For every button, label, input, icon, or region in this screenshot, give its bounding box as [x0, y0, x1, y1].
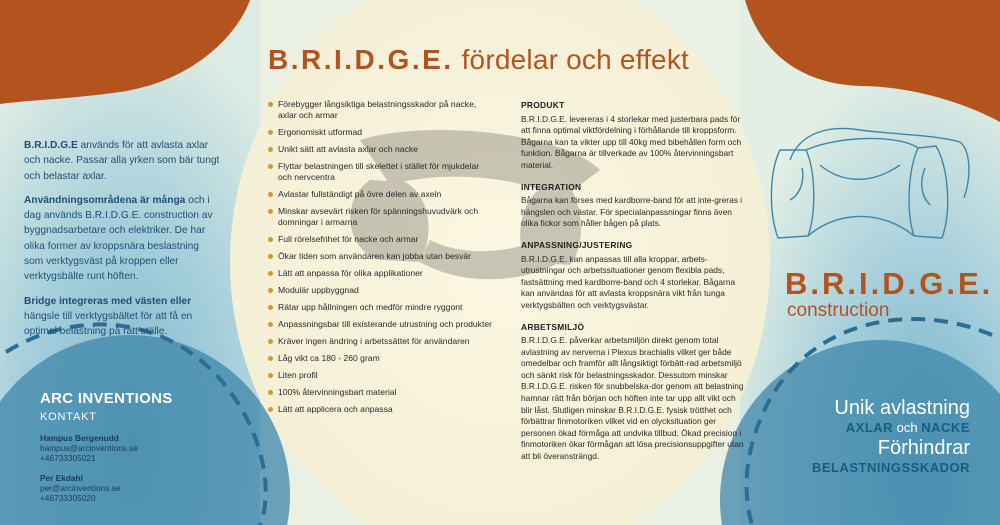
intro-paragraph-2	[24, 193, 220, 285]
intro-paragraph-3	[24, 294, 220, 340]
contact-name: Per Ekdahl	[40, 473, 83, 483]
product-sections	[521, 100, 746, 473]
slogan-line-1: Unik avlastning	[834, 397, 970, 419]
section-heading-produkt: PRODUKT	[521, 100, 565, 110]
list-item: Anpassningsbar till existerande utrustning och produkter	[268, 319, 494, 330]
list-item: Kräver ingen ändring i arbetssättet för användaren	[268, 336, 494, 347]
page-title	[268, 44, 689, 76]
slogan-line-2	[740, 420, 970, 436]
contact-person	[40, 473, 220, 503]
section-text-anpassning: B.R.I.D.G.E. kan anpassas till alla kroppar, arbets-utrustningar och arbetssituationer genom flexibla pads, fastsättning med kardborre-band och 4 storlekar. Bågarna kan användas för att avlasta kroppsnära vikt från tunga verktygsbälten och verktygsvästar.	[521, 253, 736, 310]
intro-paragraph-1	[24, 138, 220, 184]
list-item: Förebygger långsiktiga belastningsskador på nacke, axlar och armar	[268, 99, 494, 121]
list-item: Rätar upp hållningen och medför mindre ryggont	[268, 302, 494, 313]
title-rest: fördelar och effekt	[461, 44, 689, 75]
list-item: Lätt att anpassa för olika applikationer	[268, 268, 494, 279]
section-text-produkt: B.R.I.D.G.E. levereras i 4 storlekar med justerbara pads för att finna optimal viktfördelning i förhållande till kroppsform. Bågarna kan ta vikter upp till 40kg med bibehållen form och funktion. Bågarna är tillverkade av 100% återvinningsbart material.	[521, 113, 742, 170]
section-heading-anpassning: ANPASSNING/JUSTERING	[521, 239, 633, 250]
list-item: Flyttar belastningen till skelettet i stället för mjukdelar och nervcentra	[268, 161, 494, 183]
contact-person	[40, 433, 220, 463]
list-item: Minskar avsevärt risken för spänningshuvudvärk och domningar i armarna	[268, 206, 494, 228]
contact-name: Hampus Bergenudd	[40, 433, 119, 443]
slogan-nacke: NACKE	[921, 420, 970, 435]
list-item: 100% återvinningsbart material	[268, 387, 494, 398]
list-item: Lätt att applicera och anpassa	[268, 404, 494, 415]
benefits-list	[268, 99, 494, 421]
brand-logo-text: B.R.I.D.G.E.	[785, 266, 994, 301]
slogan-och: och	[896, 420, 918, 435]
contact-email[interactable]: hampus@arcinventions.se	[40, 443, 138, 453]
slogan-line-3: Förhindrar	[877, 437, 970, 459]
list-item: Unikt sätt att avlasta axlar och nacke	[268, 144, 494, 155]
list-item: Ökar tiden som användaren kan jobba utan besvär	[268, 251, 494, 262]
list-item: Ergonomiskt utformad	[268, 127, 494, 138]
section-heading-integration: INTEGRATION	[521, 181, 582, 192]
section-text-arbetsmiljo: B.R.I.D.G.E. påverkar arbetsmiljön direkt genom total avlastning av nerverna i Plexus brachialis vilket ger både omedelbar och framför allt långsiktigt förbätt-rad arbetsmiljö och sänkt risk för belastningsskador. Dessutom minskar B.R.I.D.G.E. risken för snubbelska-dor genom att belastning hamnar rätt från början och höften inte tar upp allt vikt och blir låst. Slutligen minskar B.R.I.D.G.E. fysisk trötthet och förbättrar finmotoriken vilket vid en olycksituation ger personen ökad förmåga att undvika tillbud. Ökad precision i finmotoriken ökar förmågan att lösa precisionsuppgifter utan att bli överansträngd.	[521, 335, 744, 462]
contact-email[interactable]: per@arcinventions.se	[40, 483, 121, 493]
slogan-line-4: BELASTNINGSSKADOR	[811, 460, 970, 475]
title-brand: B.R.I.D.G.E.	[268, 44, 454, 75]
contact-phone[interactable]: +46733305021	[40, 453, 96, 463]
section-heading-arbetsmiljo: ARBETSMILJÖ	[521, 321, 585, 332]
intro-brand: B.R.I.D.G.E	[24, 140, 78, 151]
slogan	[740, 396, 970, 476]
list-item: Modulär uppbyggnad	[268, 285, 494, 296]
company-name: ARC INVENTIONS	[40, 390, 173, 407]
intro-text-2: och i dag används B.R.I.D.G.E. construction av byggnadsarbetare och elektriker. De har olika former av kroppsnära beslastning som verktygsväst på kroppen eller verktygsbälte runt höften.	[24, 194, 213, 283]
brand-subtitle: construction	[787, 300, 890, 321]
usage-heading: Användningsområdena är många	[24, 194, 186, 206]
contact-phone[interactable]: +46733305020	[40, 493, 96, 503]
intro-text-1: används för att avlasta axlar och nacke. Passar alla yrken som bär tungt och belastar axlar.	[24, 140, 220, 182]
list-item: Full rörelsefrihet för nacke och armar	[268, 234, 494, 245]
intro-text	[24, 138, 220, 349]
list-item: Liten profil	[268, 370, 494, 381]
section-text-integration: Bågarna kan förses med kardborre-band för att inte-greras i hängslen och västar. För specialanpassningar finns även olika fickor som håller bågen på plats.	[521, 195, 743, 229]
integration-heading: Bridge integreras med västen eller	[24, 295, 192, 307]
contact-block	[40, 390, 220, 503]
list-item: Låg vikt ca 180 - 260 gram	[268, 353, 494, 364]
intro-text-3: hängsle till verktygsbältet för att få en optimal belastning på rätt ställe.	[24, 310, 193, 338]
list-item: Avlastar fullständigt på övre delen av axeln	[268, 189, 494, 200]
contact-label: KONTAKT	[40, 411, 97, 423]
slogan-axlar: AXLAR	[845, 420, 894, 435]
